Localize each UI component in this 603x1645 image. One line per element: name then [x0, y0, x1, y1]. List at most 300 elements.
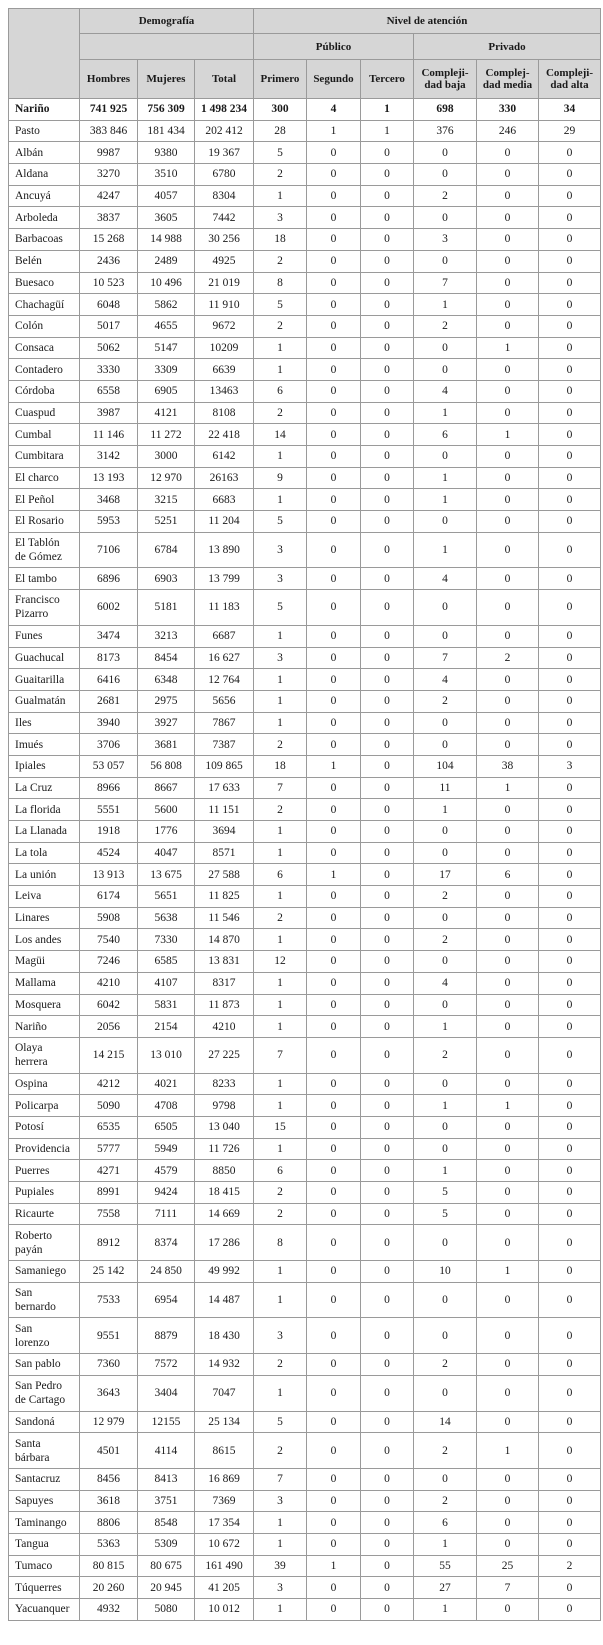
- cell-value: 5: [254, 1411, 307, 1433]
- cell-value: 14: [414, 1411, 477, 1433]
- cell-value: 17 354: [195, 1512, 254, 1534]
- cell-value: 0: [307, 1375, 361, 1411]
- cell-value: 0: [539, 272, 601, 294]
- cell-value: 0: [539, 315, 601, 337]
- health-facilities-table: [8, 8, 601, 1621]
- cell-value: 0: [307, 799, 361, 821]
- cell-value: 1: [307, 755, 361, 777]
- municipality-name: Los andes: [9, 929, 80, 951]
- cell-value: 0: [307, 625, 361, 647]
- cell-value: 0: [539, 590, 601, 626]
- cell-value: 11 204: [195, 511, 254, 533]
- cell-value: 1: [254, 337, 307, 359]
- table-row: [9, 294, 601, 316]
- cell-value: 0: [539, 446, 601, 468]
- cell-value: 7330: [138, 929, 195, 951]
- cell-value: 2975: [138, 690, 195, 712]
- cell-value: 0: [539, 1512, 601, 1534]
- cell-value: 0: [307, 1490, 361, 1512]
- cell-value: 5949: [138, 1138, 195, 1160]
- cell-value: 0: [477, 1138, 539, 1160]
- cell-value: 4708: [138, 1095, 195, 1117]
- cell-value: 13 913: [80, 864, 138, 886]
- municipality-name: Nariño: [9, 99, 80, 121]
- cell-value: 0: [307, 1203, 361, 1225]
- cell-value: 7387: [195, 734, 254, 756]
- cell-value: 8233: [195, 1073, 254, 1095]
- cell-value: 0: [361, 929, 414, 951]
- cell-value: 5651: [138, 886, 195, 908]
- cell-value: 1: [477, 1433, 539, 1469]
- cell-value: 0: [477, 446, 539, 468]
- cell-value: 11 546: [195, 907, 254, 929]
- cell-value: 7360: [80, 1354, 138, 1376]
- cell-value: 3837: [80, 207, 138, 229]
- municipality-name: El charco: [9, 467, 80, 489]
- cell-value: 0: [539, 1490, 601, 1512]
- municipality-name: Yacuanquer: [9, 1599, 80, 1621]
- cell-value: 4021: [138, 1073, 195, 1095]
- cell-value: 13 040: [195, 1116, 254, 1138]
- cell-value: 3: [414, 229, 477, 251]
- cell-value: 3404: [138, 1375, 195, 1411]
- municipality-name: Belén: [9, 250, 80, 272]
- cell-value: 5831: [138, 994, 195, 1016]
- cell-value: 6142: [195, 446, 254, 468]
- table-row: [9, 1318, 601, 1354]
- cell-value: 20 945: [138, 1577, 195, 1599]
- table-row: [9, 994, 601, 1016]
- municipality-name: Puerres: [9, 1160, 80, 1182]
- table-row: [9, 842, 601, 864]
- cell-value: 1: [254, 1533, 307, 1555]
- table-row: [9, 164, 601, 186]
- cell-value: 1: [254, 972, 307, 994]
- cell-value: 0: [307, 142, 361, 164]
- cell-value: 0: [414, 1318, 477, 1354]
- cell-value: 3681: [138, 734, 195, 756]
- cell-value: 2: [414, 185, 477, 207]
- table-row: [9, 647, 601, 669]
- cell-value: 698: [414, 99, 477, 121]
- municipality-name: La florida: [9, 799, 80, 821]
- cell-value: 6585: [138, 951, 195, 973]
- cell-value: 5017: [80, 315, 138, 337]
- cell-value: 0: [361, 1533, 414, 1555]
- cell-value: 4655: [138, 315, 195, 337]
- cell-value: 1: [477, 1261, 539, 1283]
- cell-value: 6896: [80, 568, 138, 590]
- cell-value: 3309: [138, 359, 195, 381]
- cell-value: 2: [414, 1490, 477, 1512]
- cell-value: 0: [414, 1073, 477, 1095]
- cell-value: 0: [477, 1599, 539, 1621]
- municipality-name: Tangua: [9, 1533, 80, 1555]
- cell-value: 2: [254, 1433, 307, 1469]
- municipality-name: Ricaurte: [9, 1203, 80, 1225]
- cell-value: 0: [539, 886, 601, 908]
- cell-value: 6348: [138, 669, 195, 691]
- cell-value: 8413: [138, 1468, 195, 1490]
- cell-value: 16 869: [195, 1468, 254, 1490]
- table-row: [9, 120, 601, 142]
- cell-value: 4247: [80, 185, 138, 207]
- cell-value: 20 260: [80, 1577, 138, 1599]
- cell-value: 3643: [80, 1375, 138, 1411]
- cell-value: 9424: [138, 1182, 195, 1204]
- cell-value: 25: [477, 1555, 539, 1577]
- cell-value: 11 151: [195, 799, 254, 821]
- cell-value: 0: [361, 799, 414, 821]
- table-row: [9, 229, 601, 251]
- cell-value: 0: [539, 951, 601, 973]
- header-nivel-atencion: Nivel de atención: [254, 9, 601, 34]
- table-row: [9, 1577, 601, 1599]
- cell-value: 13 193: [80, 467, 138, 489]
- cell-value: 0: [361, 1411, 414, 1433]
- cell-value: 0: [477, 625, 539, 647]
- cell-value: 7: [254, 1037, 307, 1073]
- municipality-name: Cumbal: [9, 424, 80, 446]
- cell-value: 0: [477, 712, 539, 734]
- cell-value: 300: [254, 99, 307, 121]
- cell-value: 6505: [138, 1116, 195, 1138]
- cell-value: 0: [307, 842, 361, 864]
- cell-value: 7572: [138, 1354, 195, 1376]
- cell-value: 0: [361, 1138, 414, 1160]
- cell-value: 4271: [80, 1160, 138, 1182]
- cell-value: 56 808: [138, 755, 195, 777]
- cell-value: 0: [477, 907, 539, 929]
- cell-value: 0: [361, 1375, 414, 1411]
- cell-value: 3510: [138, 164, 195, 186]
- cell-value: 0: [539, 1354, 601, 1376]
- cell-value: 0: [539, 907, 601, 929]
- cell-value: 0: [361, 532, 414, 568]
- municipality-name: Francisco Pizarro: [9, 590, 80, 626]
- municipality-name: Providencia: [9, 1138, 80, 1160]
- cell-value: 0: [539, 207, 601, 229]
- cell-value: 3694: [195, 821, 254, 843]
- municipality-name: Magüi: [9, 951, 80, 973]
- cell-value: 5090: [80, 1095, 138, 1117]
- table-row: [9, 185, 601, 207]
- cell-value: 1: [477, 777, 539, 799]
- municipality-name: Samaniego: [9, 1261, 80, 1283]
- cell-value: 0: [539, 1468, 601, 1490]
- table-row: [9, 467, 601, 489]
- cell-value: 5: [254, 142, 307, 164]
- cell-value: 10 523: [80, 272, 138, 294]
- cell-value: 1: [414, 1533, 477, 1555]
- municipality-name: Policarpa: [9, 1095, 80, 1117]
- cell-value: 2154: [138, 1016, 195, 1038]
- cell-value: 0: [539, 1261, 601, 1283]
- cell-value: 0: [307, 821, 361, 843]
- cell-value: 5181: [138, 590, 195, 626]
- cell-value: 1: [254, 690, 307, 712]
- cell-value: 0: [477, 532, 539, 568]
- cell-value: 3142: [80, 446, 138, 468]
- cell-value: 6: [477, 864, 539, 886]
- cell-value: 11 910: [195, 294, 254, 316]
- cell-value: 0: [477, 1468, 539, 1490]
- table-row: [9, 1203, 601, 1225]
- cell-value: 0: [539, 380, 601, 402]
- cell-value: 0: [477, 164, 539, 186]
- cell-value: 14 487: [195, 1282, 254, 1318]
- cell-value: 0: [414, 994, 477, 1016]
- cell-value: 0: [414, 1468, 477, 1490]
- cell-value: 1: [361, 120, 414, 142]
- cell-value: 0: [539, 229, 601, 251]
- table-row: [9, 207, 601, 229]
- table-row: [9, 1490, 601, 1512]
- cell-value: 39: [254, 1555, 307, 1577]
- cell-value: 8374: [138, 1225, 195, 1261]
- cell-value: 9551: [80, 1318, 138, 1354]
- cell-value: 0: [477, 402, 539, 424]
- cell-value: 7111: [138, 1203, 195, 1225]
- cell-value: 0: [477, 489, 539, 511]
- cell-value: 11 873: [195, 994, 254, 1016]
- cell-value: 13 010: [138, 1037, 195, 1073]
- cell-value: 0: [539, 164, 601, 186]
- cell-value: 0: [414, 446, 477, 468]
- cell-value: 1: [414, 467, 477, 489]
- cell-value: 4524: [80, 842, 138, 864]
- cell-value: 24 850: [138, 1261, 195, 1283]
- table-row: [9, 1599, 601, 1621]
- cell-value: 0: [361, 142, 414, 164]
- cell-value: 0: [307, 1468, 361, 1490]
- municipality-name: Consaca: [9, 337, 80, 359]
- cell-value: 1: [254, 1375, 307, 1411]
- cell-value: 0: [414, 142, 477, 164]
- cell-value: 0: [361, 1468, 414, 1490]
- cell-value: 3: [254, 1577, 307, 1599]
- cell-value: 0: [477, 1512, 539, 1534]
- cell-value: 8806: [80, 1512, 138, 1534]
- cell-value: 8: [254, 1225, 307, 1261]
- cell-value: 0: [477, 229, 539, 251]
- cell-value: 0: [414, 625, 477, 647]
- cell-value: 181 434: [138, 120, 195, 142]
- cell-value: 6687: [195, 625, 254, 647]
- cell-value: 0: [307, 669, 361, 691]
- table-row: [9, 380, 601, 402]
- cell-value: 0: [477, 1354, 539, 1376]
- cell-value: 27 225: [195, 1037, 254, 1073]
- cell-value: 0: [414, 359, 477, 381]
- cell-value: 0: [477, 1411, 539, 1433]
- cell-value: 0: [361, 1116, 414, 1138]
- cell-value: 0: [361, 511, 414, 533]
- cell-value: 28: [254, 120, 307, 142]
- cell-value: 161 490: [195, 1555, 254, 1577]
- municipality-name: San lorenzo: [9, 1318, 80, 1354]
- cell-value: 1: [254, 669, 307, 691]
- cell-value: 15: [254, 1116, 307, 1138]
- cell-value: 0: [307, 359, 361, 381]
- cell-value: 0: [307, 272, 361, 294]
- cell-value: 8454: [138, 647, 195, 669]
- cell-value: 0: [361, 467, 414, 489]
- table-row: [9, 777, 601, 799]
- cell-value: 8304: [195, 185, 254, 207]
- cell-value: 6048: [80, 294, 138, 316]
- cell-value: 0: [477, 207, 539, 229]
- cell-value: 0: [361, 185, 414, 207]
- cell-value: 15 268: [80, 229, 138, 251]
- cell-value: 0: [477, 994, 539, 1016]
- cell-value: 55: [414, 1555, 477, 1577]
- table-row: [9, 1182, 601, 1204]
- cell-value: 0: [361, 1182, 414, 1204]
- cell-value: 0: [307, 568, 361, 590]
- cell-value: 4925: [195, 250, 254, 272]
- cell-value: 5: [254, 294, 307, 316]
- cell-value: 3330: [80, 359, 138, 381]
- cell-value: 53 057: [80, 755, 138, 777]
- cell-value: 2: [539, 1555, 601, 1577]
- cell-value: 29: [539, 120, 601, 142]
- table-row: [9, 1261, 601, 1283]
- cell-value: 0: [361, 424, 414, 446]
- municipality-name: La unión: [9, 864, 80, 886]
- cell-value: 0: [361, 1555, 414, 1577]
- cell-value: 5908: [80, 907, 138, 929]
- cell-value: 0: [307, 1073, 361, 1095]
- cell-value: 6: [254, 864, 307, 886]
- cell-value: 0: [539, 1577, 601, 1599]
- cell-value: 0: [477, 972, 539, 994]
- column-header: Compleji-dad alta: [539, 60, 601, 99]
- cell-value: 0: [414, 1375, 477, 1411]
- cell-value: 4210: [195, 1016, 254, 1038]
- cell-value: 0: [414, 511, 477, 533]
- cell-value: 0: [361, 446, 414, 468]
- cell-value: 8667: [138, 777, 195, 799]
- cell-value: 0: [361, 821, 414, 843]
- cell-value: 4579: [138, 1160, 195, 1182]
- cell-value: 3215: [138, 489, 195, 511]
- cell-value: 1: [414, 532, 477, 568]
- municipality-name: Imués: [9, 734, 80, 756]
- cell-value: 0: [539, 842, 601, 864]
- cell-value: 8966: [80, 777, 138, 799]
- cell-value: 0: [361, 994, 414, 1016]
- cell-value: 741 925: [80, 99, 138, 121]
- municipality-name: Guachucal: [9, 647, 80, 669]
- cell-value: 8912: [80, 1225, 138, 1261]
- cell-value: 0: [307, 972, 361, 994]
- municipality-name: Ancuyá: [9, 185, 80, 207]
- cell-value: 10209: [195, 337, 254, 359]
- cell-value: 27 588: [195, 864, 254, 886]
- cell-value: 0: [414, 164, 477, 186]
- cell-value: 0: [361, 625, 414, 647]
- cell-value: 1: [477, 424, 539, 446]
- cell-value: 1: [477, 1095, 539, 1117]
- cell-value: 8991: [80, 1182, 138, 1204]
- cell-value: 8879: [138, 1318, 195, 1354]
- municipality-name: El Rosario: [9, 511, 80, 533]
- cell-value: 4: [414, 669, 477, 691]
- cell-value: 0: [307, 907, 361, 929]
- cell-value: 2: [414, 1037, 477, 1073]
- cell-value: 2: [254, 734, 307, 756]
- cell-value: 6639: [195, 359, 254, 381]
- cell-value: 5363: [80, 1533, 138, 1555]
- municipality-name: Túquerres: [9, 1577, 80, 1599]
- cell-value: 0: [477, 734, 539, 756]
- cell-value: 1: [414, 1160, 477, 1182]
- cell-value: 0: [307, 315, 361, 337]
- cell-value: 0: [477, 359, 539, 381]
- cell-value: 0: [361, 568, 414, 590]
- municipality-name: Barbacoas: [9, 229, 80, 251]
- cell-value: 0: [539, 1095, 601, 1117]
- cell-value: 6042: [80, 994, 138, 1016]
- cell-value: 0: [361, 1073, 414, 1095]
- cell-value: 3751: [138, 1490, 195, 1512]
- cell-value: 2056: [80, 1016, 138, 1038]
- cell-value: 0: [477, 951, 539, 973]
- municipality-name: Colón: [9, 315, 80, 337]
- cell-value: 1: [254, 359, 307, 381]
- cell-value: 12: [254, 951, 307, 973]
- cell-value: 0: [539, 1073, 601, 1095]
- cell-value: 25 134: [195, 1411, 254, 1433]
- cell-value: 1: [254, 1282, 307, 1318]
- municipality-name: Roberto payán: [9, 1225, 80, 1261]
- table-row: [9, 446, 601, 468]
- cell-value: 1: [414, 1599, 477, 1621]
- cell-value: 0: [307, 1225, 361, 1261]
- cell-value: 0: [361, 1225, 414, 1261]
- cell-value: 2: [477, 647, 539, 669]
- cell-value: 1: [254, 994, 307, 1016]
- cell-value: 2: [254, 799, 307, 821]
- cell-value: 0: [307, 380, 361, 402]
- municipality-name: Nariño: [9, 1016, 80, 1038]
- table-row: [9, 568, 601, 590]
- cell-value: 2: [254, 315, 307, 337]
- cell-value: 7: [414, 647, 477, 669]
- cell-value: 5600: [138, 799, 195, 821]
- cell-value: 8108: [195, 402, 254, 424]
- cell-value: 0: [477, 590, 539, 626]
- cell-value: 0: [361, 1037, 414, 1073]
- cell-value: 0: [361, 250, 414, 272]
- cell-value: 1: [254, 1512, 307, 1534]
- cell-value: 0: [307, 511, 361, 533]
- municipality-name: La tola: [9, 842, 80, 864]
- cell-value: 2: [414, 690, 477, 712]
- cell-value: 17: [414, 864, 477, 886]
- cell-value: 1: [254, 1138, 307, 1160]
- cell-value: 1: [414, 799, 477, 821]
- table-row: [9, 1512, 601, 1534]
- cell-value: 0: [414, 1282, 477, 1318]
- table-row: [9, 250, 601, 272]
- cell-value: 0: [361, 755, 414, 777]
- table-row: [9, 1533, 601, 1555]
- cell-value: 0: [307, 1354, 361, 1376]
- cell-value: 7: [477, 1577, 539, 1599]
- cell-value: 18: [254, 755, 307, 777]
